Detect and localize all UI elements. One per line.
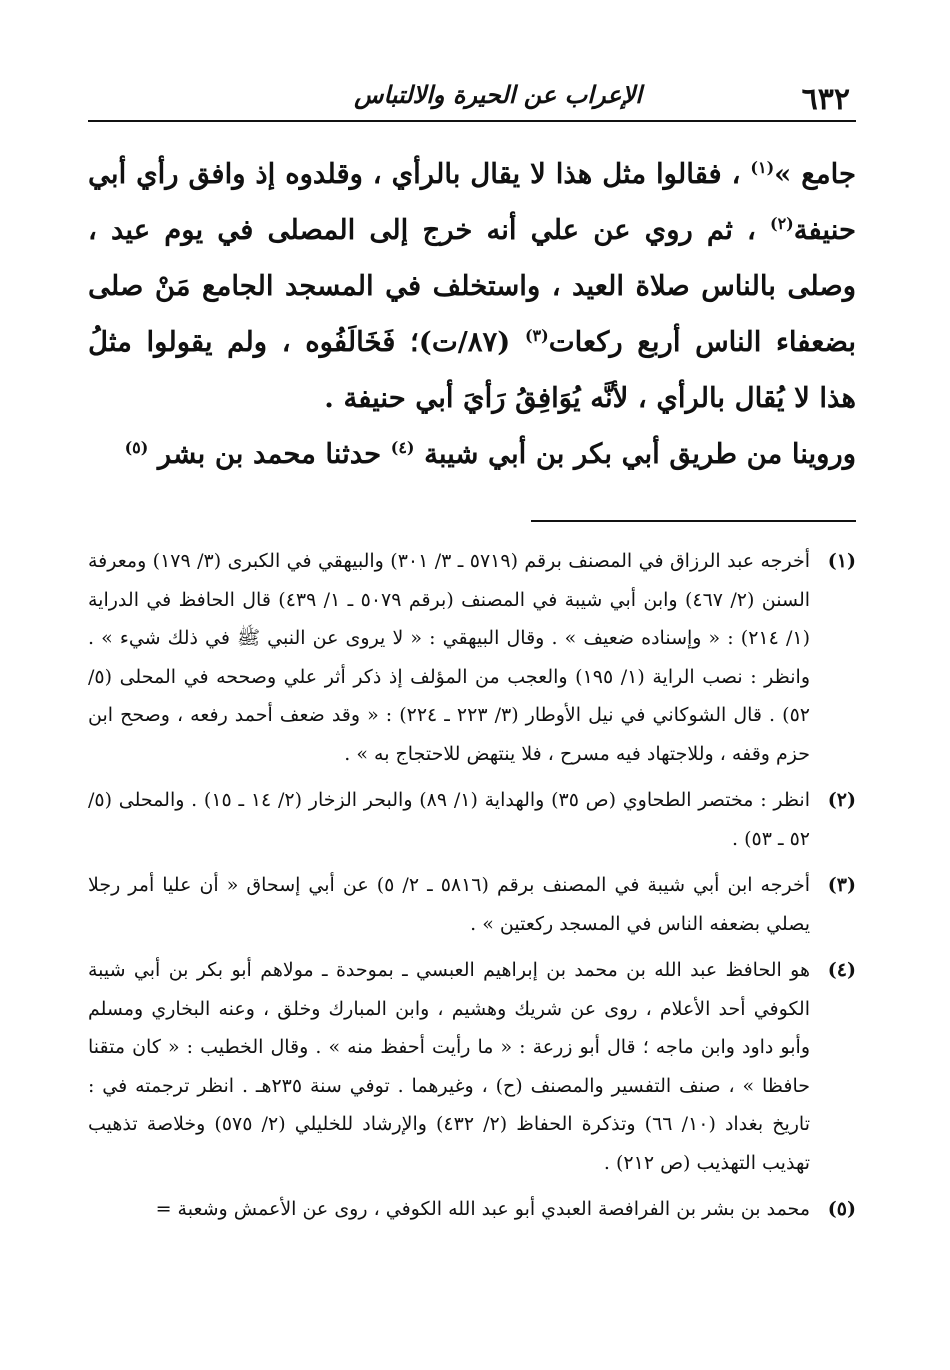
page-header — [88, 70, 856, 128]
footnote — [88, 542, 856, 773]
footnote — [88, 951, 856, 1182]
main-text — [88, 146, 856, 482]
footnote-ref: (٢) — [769, 213, 794, 233]
text-run: وروينا من طريق أبي بكر بن أبي شيبة — [414, 438, 856, 470]
footnote-number: (٥) — [827, 1198, 856, 1220]
footnote-number: (٣) — [827, 874, 856, 896]
footnote-separator — [531, 520, 856, 522]
paragraph-1 — [88, 146, 856, 426]
footnote-ref: (١) — [750, 157, 775, 177]
footnote — [88, 1190, 856, 1229]
paragraph-2 — [88, 426, 856, 482]
running-title: الإعراب عن الحيرة والالتباس — [354, 80, 642, 109]
text-run: ، ثم روي عن علي أنه خرج إلى المصلى في يوم عيد ، وصلى بالناس صلاة العيد ، واستخلف في المسجد الجامع مَنْ صلى بضعفاء الناس أربع ركعات — [88, 214, 856, 358]
footnote — [88, 866, 856, 943]
footnote-text: أخرجه ابن أبي شيبة في المصنف برقم (٥٨١٦ ـ ٢/ ٥) عن أبي إسحاق « أن عليا أمر رجلا يصلي بضعفه الناس في المسجد ركعتين » . — [88, 874, 810, 935]
text-run: حدثنا محمد بن بشر — [148, 438, 391, 470]
footnote — [88, 781, 856, 858]
footnote-ref: (٤) — [390, 437, 415, 457]
footnote-ref: (٥) — [124, 437, 149, 457]
footnote-text: هو الحافظ عبد الله بن محمد بن إبراهيم العبسي ـ بموحدة ـ مولاهم أبو بكر بن أبي شيبة الكوفي أحد الأعلام ، روى عن شريك وهشيم ، وابن المبارك وخلق ، وعنه البخاري ومسلم وأبو داود وابن ماجه ؛ قال أبو زرعة : « ما رأيت أحفظ منه » . وقال الخطيب : « كان متقنا حافظا » ، صنف التفسير والمصنف (ح) ، وغيرهما . توفي سنة ٢٣٥هـ . انظر ترجمته في : تاريخ بغداد (١٠/ ٦٦) وتذكرة الحفاظ (٢/ ٤٣٢) والإرشاد للخليلي (٢/ ٥٧٥) وخلاصة تذهيب تهذيب التهذيب (ص ٢١٢) . — [88, 959, 811, 1174]
footnote-text: انظر : مختصر الطحاوي (ص ٣٥) والهداية (١/ ٨٩) والبحر الزخار (٢/ ١٤ ـ ١٥) . والمحلى (٥/ ٥٢ ـ ٥٣) . — [88, 789, 810, 850]
footnote-text: محمد بن بشر بن الفرافصة العبدي أبو عبد الله الكوفي ، روى عن الأعمش وشعبة = — [155, 1198, 810, 1220]
footnote-ref: (٣) — [524, 325, 549, 345]
header-rule — [88, 120, 856, 122]
text-run: (٨٧/ت)؛ فَخَالَفُوه ، ولم يقولوا مثلُ هذا لا يُقال بالرأي ، لأنَّه يُوَافِقُ رَأيَ أبي حنيفة . — [88, 326, 856, 414]
footnote-number: (٤) — [827, 959, 856, 981]
footnote-number: (١) — [827, 550, 856, 572]
footnote-text: أخرجه عبد الرزاق في المصنف برقم (٥٧١٩ ـ ٣/ ٣٠١) والبيهقي في الكبرى (٣/ ١٧٩) ومعرفة السنن (٢/ ٤٦٧) وابن أبي شيبة في المصنف (برقم ٥٠٧٩ ـ ١/ ٤٣٩) قال الحافظ في الدراية (١/ ٢١٤) : « وإسناده ضعيف » . وقال البيهقي : « لا يروى عن النبي ﷺ في ذلك شيء » . وانظر : نصب الراية (١/ ١٩٥) والعجب من المؤلف إذ ذكر أثر علي وصححه في المحلى (٥/ ٥٢) . قال الشوكاني في نيل الأوطار (٣/ ٢٢٣ ـ ٢٢٤) : « وقد ضعف أحمد رفعه ، وصحح ابن حزم وقفه ، وللاجتهاد فيه مسرح ، فلا ينتهض للاحتجاج به » . — [88, 550, 811, 765]
footnotes — [88, 542, 856, 1229]
book-page — [88, 70, 856, 1330]
footnote-number: (٢) — [827, 789, 856, 811]
text-run: جامع » — [774, 158, 856, 190]
page-number: ٦٣٢ — [801, 82, 850, 117]
text-run: ، فقالوا مثل هذا لا يقال بالرأي ، وقلدوه إذ وافق رأي أبي حنيفة — [88, 158, 856, 246]
